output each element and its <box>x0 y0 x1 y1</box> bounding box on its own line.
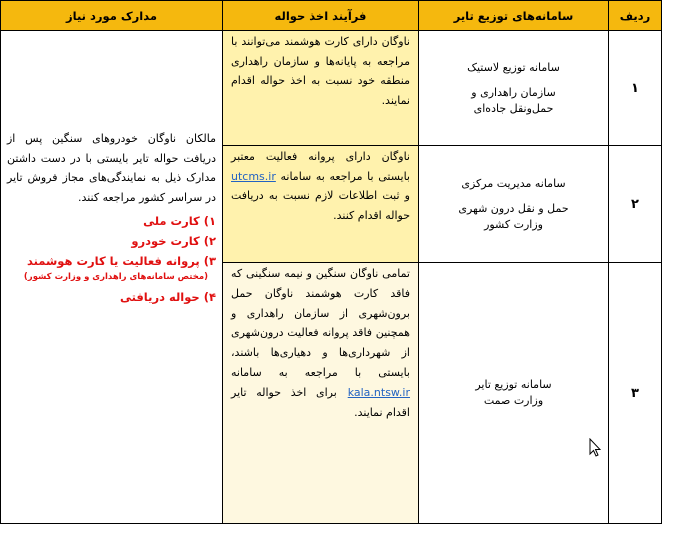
mouse-pointer-icon <box>589 438 601 458</box>
row-2-process: ناوگان دارای پروانه فعالیت معتبر بایستی با مراجعه به سامانه utcms.ir و ثبت اطلاعات لازم نسبت به دریافت حواله اقدام کنند. <box>222 145 419 263</box>
utcms-link[interactable]: utcms.ir <box>231 169 276 183</box>
header-process: فرآیند اخذ حواله <box>222 0 419 31</box>
row-2-system: سامانه مدیریت مرکزی حمل و نقل درون شهری وزارت کشور <box>418 145 609 263</box>
row-3-process: تمامی ناوگان سنگین و نیمه سنگینی که فاقد کارت هوشمند ناوگان حمل برون‌شهری از سازمان راهداری و همچنین فاقد پروانه فعالیت درون‌شهری از شهرداری‌ها و دهیاری‌ها باشند، بایستی با مراجعه به سامانه kala.ntsw.ir برای اخذ حواله تایر اقدام نمایند. <box>222 262 419 524</box>
header-systems: سامانه‌های توزیع تایر <box>418 0 609 31</box>
doc-item-note: (مختص سامانه‌های راهداری و وزارت کشور) <box>23 272 208 282</box>
row-2-index: ۲ <box>608 145 662 263</box>
row-1-index: ۱ <box>608 30 662 146</box>
row-3-index: ۳ <box>608 262 662 524</box>
row-1-system: سامانه توزیع لاستیک سازمان راهداری و حمل‌ونقل جاده‌ای <box>418 30 609 146</box>
doc-item-national-card: ۱) کارت ملی <box>143 214 216 228</box>
header-row-number: ردیف <box>608 0 662 31</box>
row-3-system: سامانه توزیع تایر وزارت صمت <box>418 262 609 524</box>
kala-ntsw-link[interactable]: kala.ntsw.ir <box>347 385 410 399</box>
doc-item-permit-or-smart-card: ۳) پروانه فعالیت یا کارت هوشمند <box>26 254 216 268</box>
required-documents <box>0 30 223 524</box>
documents-intro: مالکان ناوگان خودروهای سنگین پس از دریافت حواله تایر بایستی با در دست داشتن مدارک ذیل به نمایندگی‌های مجاز فروش تایر در سراسر کشور مراجعه کنند. <box>7 132 216 204</box>
header-documents: مدارک مورد نیاز <box>0 0 223 31</box>
doc-item-received-voucher: ۴) حواله دریافتی <box>119 290 216 304</box>
row-1-process: ناوگان دارای کارت هوشمند می‌توانند با مراجعه به پایانه‌ها و سازمان راهداری منطقه خود نسبت به اخذ حواله اقدام نمایند. <box>222 30 419 146</box>
doc-item-vehicle-card: ۲) کارت خودرو <box>131 234 216 248</box>
